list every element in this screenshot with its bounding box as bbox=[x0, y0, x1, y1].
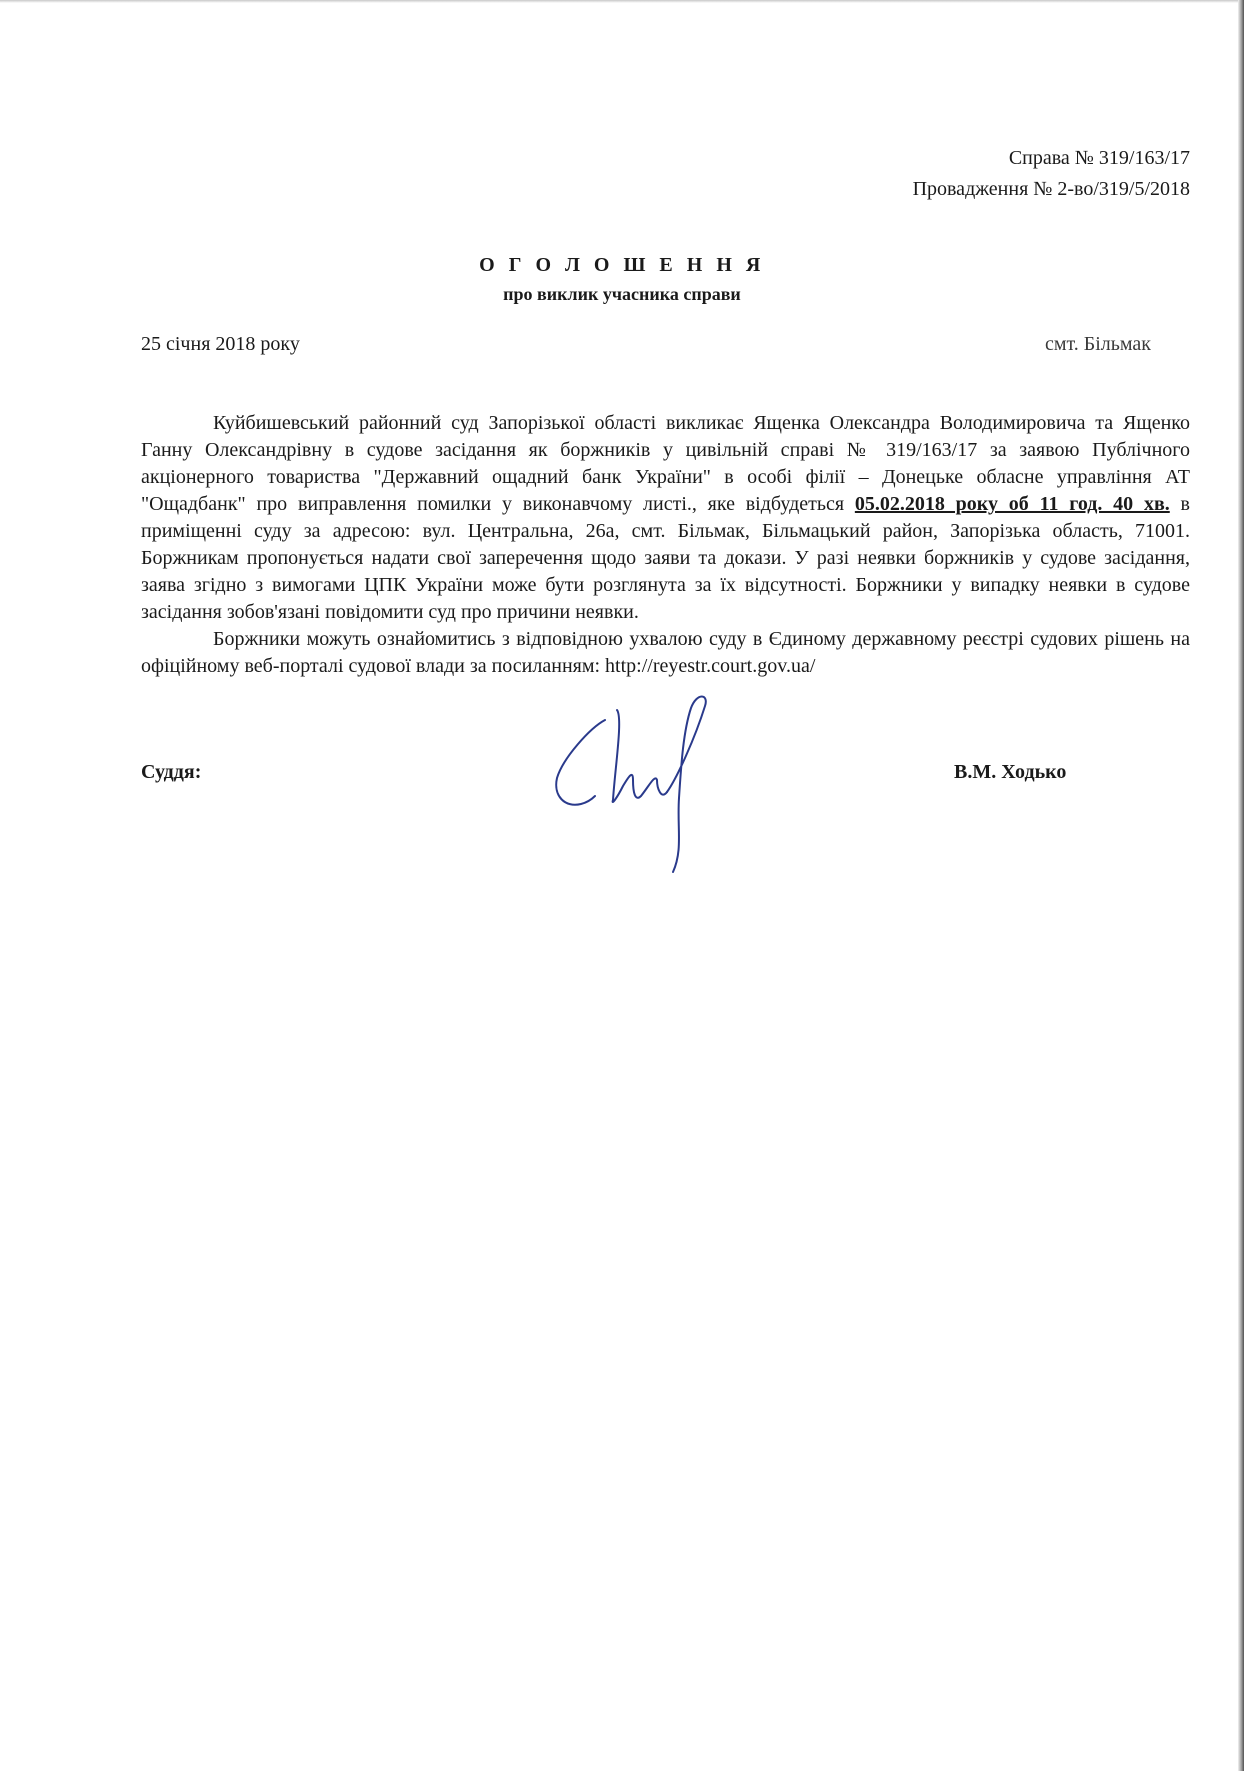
scan-edge-top bbox=[0, 0, 1244, 3]
paragraph-1-part-1: Куйбишевський районний суд Запорізької області викликає Ященка Олександра Володимировича та Ященко Ганну Олександрівну в судове засідання як боржників у цивільній справі № 319/163/17 за заявою Публічного акціонерного товариства "Державний ощадний банк України" в особі філії – Донецьке обласне управління АТ "Ощадбанк" про виправлення помилки у виконавчому листі., яке відбудеться bbox=[141, 412, 1190, 515]
signature-stroke-2 bbox=[613, 710, 667, 802]
document-header bbox=[0, 250, 1244, 308]
paragraph-1-part-2: в приміщенні суду за адресою: вул. Центральна, 26а, смт. Більмак, Більмацький район, Запорізька область, 71001. Боржникам пропонується надати свої заперечення щодо заяви та докази. У разі неявки боржників у судове засідання, заява згідно з вимогами ЦПК України може бути розглянута за їх відсутності. Боржники у випадку неявки в судове засідання зобов'язані повідомити суд про причини неявки. bbox=[141, 493, 1190, 623]
case-reference bbox=[913, 143, 1190, 205]
signature-stroke-3 bbox=[667, 697, 706, 873]
proceeding-number: Провадження № 2-во/319/5/2018 bbox=[912, 178, 1190, 200]
judge-label: Суддя: bbox=[141, 761, 202, 783]
document-title: О Г О Л О Ш Е Н Н Я bbox=[479, 254, 765, 276]
case-number: Справа № 319/163/17 bbox=[1008, 147, 1190, 169]
notice-paragraph-2: Боржники можуть ознайомитись з відповідною ухвалою суду в Єдиному державному реєстрі судових рішень на офіційному веб-порталі судової влади за посиланням: http://reyestr.court.gov.ua/ bbox=[141, 628, 1190, 677]
notice-body bbox=[141, 410, 1190, 680]
hearing-datetime: 05.02.2018 року об 11 год. 40 хв. bbox=[854, 493, 1170, 515]
document-date: 25 січня 2018 року bbox=[141, 333, 300, 355]
date-place-line bbox=[141, 330, 1151, 358]
signature-stroke-1 bbox=[556, 720, 605, 805]
judge-name: В.М. Ходько bbox=[954, 761, 1067, 783]
document-place: смт. Більмак bbox=[1044, 333, 1151, 355]
handwritten-signature bbox=[545, 688, 745, 878]
document-subtitle: про виклик учасника справи bbox=[503, 284, 741, 304]
notice-paragraph-1 bbox=[141, 410, 1190, 626]
